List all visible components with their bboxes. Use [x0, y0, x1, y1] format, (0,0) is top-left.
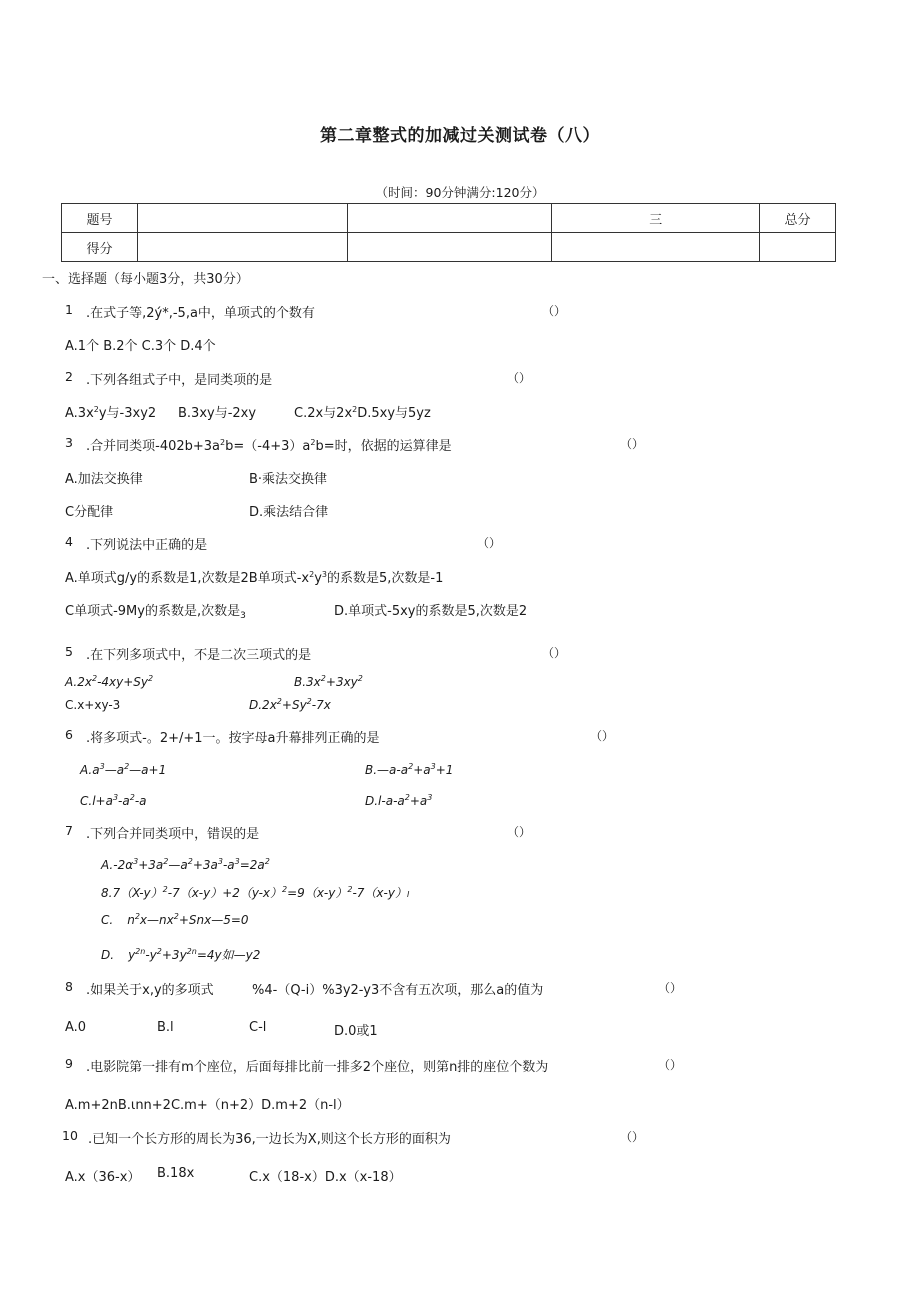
option-a: $A.2x^2-4xy+Sy^2$ [65, 674, 154, 689]
option-a: $A.3x^2y$与-3xy2 [65, 405, 157, 421]
question-text: .下列各组式子中，是同类项的是 [86, 373, 273, 388]
answer-bracket: （） [542, 646, 567, 660]
option-a-b: A.单项式g/y的系数是1,次数是2B单项式$-x^2y^3$的系数是5,次数是-1 [65, 570, 444, 586]
question-number: 1 [65, 302, 73, 317]
question-number: 2 [65, 369, 73, 384]
question-number: 8 [65, 979, 73, 994]
question-text: .已知一个长方形的周长为36,一边长为X,则这个长方形的面积为 [88, 1132, 451, 1147]
answer-bracket: （） [507, 825, 532, 839]
option-d: D. $y^{2n}-y^2+3y^{2n}=4y$如—y2 [101, 947, 261, 962]
option-b: $B.3x^2+3xy^2$ [294, 674, 363, 689]
table-cell [347, 233, 552, 262]
option-d: D.乘法结合律 [249, 505, 329, 520]
table-cell [760, 233, 836, 262]
option-b: B.18x [157, 1166, 195, 1181]
table-row [62, 204, 836, 233]
table-cell: 得分 [62, 233, 138, 262]
answer-bracket: （） [590, 729, 615, 743]
option-c: C分配律 [65, 505, 114, 520]
question-text: .将多项式-。2+/+1一。按字母a升幕排列正确的是 [86, 731, 380, 746]
question-number: 6 [65, 727, 73, 742]
option-d: D.0或1 [334, 1024, 378, 1039]
question-text: .如果关于x,y的多项式 [86, 983, 214, 998]
option-b: $8.7(X-y)^2-7(x-y)+2(y-x)^2=9(x-y)^2-7(x-y)I$ [101, 885, 410, 900]
option-a: A.加法交换律 [65, 472, 143, 487]
option-c: C. $n^2x—nx^2+Snx—5=0$ [101, 912, 249, 927]
answer-bracket: （） [507, 371, 532, 385]
question-number: 7 [65, 823, 73, 838]
option-a: A.x（36-x） [65, 1170, 141, 1185]
option-d: $D.l-a-a^2+a^3$ [365, 793, 433, 808]
answer-bracket: （） [620, 437, 645, 451]
option-c-d: C.2x与$2x^2D.5xy$与5yz [294, 405, 431, 421]
option-b: $B.—a-a^2+a^3+1$ [365, 762, 454, 777]
section-heading: 一、选择题（每小题3分，共30分） [42, 272, 249, 287]
answer-bracket: （） [658, 1058, 683, 1072]
question-text: .下列说法中正确的是 [86, 538, 208, 553]
question-number: 3 [65, 435, 73, 450]
table-cell: 三 [552, 204, 760, 233]
answer-bracket: （） [542, 304, 567, 318]
table-cell [137, 233, 347, 262]
question-text: .下列合并同类项中，错误的是 [86, 827, 260, 842]
question-text: .电影院第一排有m个座位，后面每排比前一排多2个座位，则第n排的座位个数为 [86, 1060, 549, 1075]
question-number: 4 [65, 534, 73, 549]
options: A.m+2nB.ιnn+2C.m+（n+2）D.m+2（n-l） [65, 1098, 350, 1113]
option-a: $A.a^3—a^2—a+1$ [80, 762, 167, 777]
table-row [62, 233, 836, 262]
option-c-d: C.x（18-x）D.x（x-18） [249, 1170, 402, 1185]
option-d: $D.2x^2+Sy^2-7x$ [249, 697, 331, 712]
question-number: 9 [65, 1056, 73, 1071]
score-table [61, 203, 836, 262]
question-text: .在下列多项式中，不是二次三项式的是 [86, 648, 312, 663]
option-c: $C.l+a^3-a^2-a$ [80, 793, 147, 808]
question-text: .在式子等,2ý*,-5,a中，单项式的个数有 [86, 306, 315, 321]
option-d: D.单项式-5xy的系数是5,次数是2 [334, 604, 528, 619]
option-b: B.3xy与-2xy [178, 406, 257, 421]
table-cell: 总分 [760, 204, 836, 233]
table-cell: 题号 [62, 204, 138, 233]
question-number: 10 [62, 1128, 78, 1143]
question-number: 5 [65, 644, 73, 659]
page-title: 第二章整式的加减过关测试卷（八） [320, 126, 600, 146]
answer-bracket: （） [477, 536, 502, 550]
table-cell [552, 233, 760, 262]
answer-bracket: （） [620, 1130, 645, 1144]
option-c: C-l [249, 1020, 267, 1035]
answer-bracket: （） [658, 981, 683, 995]
option-b: B.l [157, 1020, 174, 1035]
exam-info: （时间：90分钟满分:120分） [375, 185, 545, 200]
table-cell [347, 204, 552, 233]
question-text: .合并同类项$-402b+3a^2b=(-4+3)a^2b=$时，依据的运算律是 [86, 438, 452, 454]
options: A.1个 B.2个 C.3个 D.4个 [65, 339, 216, 354]
option-a: $A.-2\alpha^3+3a^2—a^2+3a^3-a^3=2a^2$ [101, 857, 270, 872]
table-cell [137, 204, 347, 233]
option-c: C单项式-9My的系数是,次数是$_3$ [65, 604, 246, 621]
option-a: A.0 [65, 1020, 87, 1035]
option-c: C.x+xy-3 [65, 698, 121, 712]
question-text-continued: %4-（Q-i）%3y2-y3不含有五次项，那么a的值为 [252, 983, 544, 998]
option-b: B·乘法交换律 [249, 472, 328, 487]
